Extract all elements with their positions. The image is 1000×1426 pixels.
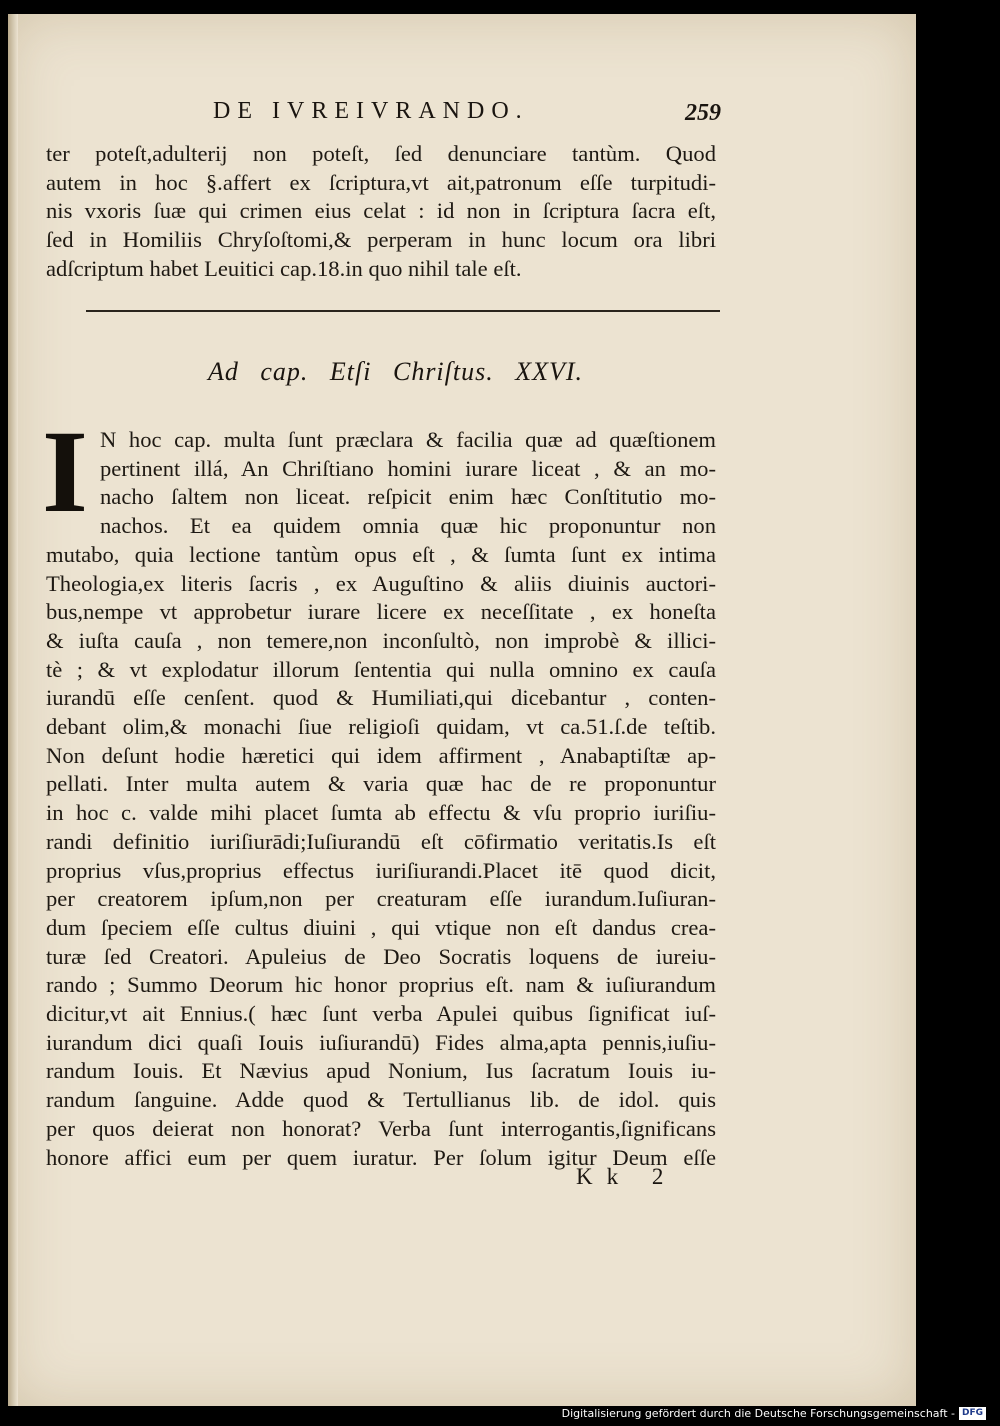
chapter-heading: Ad cap. Etſi Chriſtus. XXVI. <box>208 357 584 386</box>
text-line: proprius vſus,proprius effectus iuriſiurandi.Placet itē quod dicit, <box>46 857 716 883</box>
main-paragraph <box>46 426 716 1172</box>
text-line: Theologia,ex literis ſacris , ex Auguſtino & aliis diuinis auctori- <box>46 570 716 596</box>
text-line: randi definitio iuriſiurādi;Iuſiurandū eſt cōfirmatio veritatis.Is eſt <box>46 828 716 854</box>
running-title: DE IVREIVRANDO. <box>213 98 529 124</box>
text-line: dum ſpeciem eſſe cultus diuini , qui vtique non eſt dandus crea- <box>46 914 716 940</box>
text-line: pertinent illá, An Chriſtiano homini iurare liceat , & an mo- <box>100 455 716 481</box>
drop-cap-initial: I <box>42 406 88 537</box>
text-line: nis vxoris ſuæ qui crimen eius celat : id non in ſcriptura ſacra eſt, <box>46 198 716 224</box>
text-line: turæ ſed Creatori. Apuleius de Deo Socratis loquens de iureiu- <box>46 943 716 969</box>
dfg-logo: DFG <box>959 1407 986 1420</box>
text-line: dicitur,vt ait Ennius.( hæc ſunt verba Apulei quibus ſignificat iuſ- <box>46 1001 716 1027</box>
text-line: randum ſanguine. Adde quod & Tertullianus lib. de idol. quis <box>46 1087 716 1113</box>
text-line: ter poteſt,adulterij non poteſt, ſed denunciare tantùm. Quod <box>46 141 716 166</box>
text-line: honore affici eum per quem iuratur. Per ſolum igitur Deum eſſe <box>46 1144 716 1170</box>
text-line: adſcriptum habet Leuitici cap.18.in quo nihil tale eſt. <box>46 255 522 281</box>
text-line: in hoc c. valde mihi placet ſumta ab effectu & vſu proprio iuriſiu- <box>46 800 716 826</box>
text-line: bus,nempe vt approbetur iurare licere ex neceſſitate , ex honeſta <box>46 599 716 625</box>
text-line: per quos deierat non honorat? Verba ſunt interrogantis,ſignificans <box>46 1115 716 1141</box>
text-line: debant olim,& monachi ſiue religioſi quidam, vt ca.51.ſ.de teſtib. <box>46 714 716 740</box>
book-page <box>8 14 916 1406</box>
section-divider <box>86 310 720 312</box>
text-line: iurandum dici quaſi Iouis iuſiurandū) Fides alma,apta pennis,iuſiu- <box>46 1029 716 1055</box>
top-paragraph <box>46 140 716 284</box>
text-line: nachos. Et ea quidem omnia quæ hic proponuntur non <box>100 513 716 539</box>
text-line: & iuſta cauſa , non temere,non inconſultò, non improbè & illici- <box>46 627 716 653</box>
text-line: Non deſunt hodie hæretici qui idem affirment , Anabaptiſtæ ap- <box>46 742 716 768</box>
digitization-credit <box>562 1407 986 1420</box>
text-line: mutabo, quia lectione tantùm opus eſt , & ſumta ſunt ex intima <box>46 541 716 567</box>
text-line: rando ; Summo Deorum hic honor proprius eſt. nam & iuſiurandum <box>46 972 716 998</box>
text-line: randum Iouis. Et Nævius apud Nonium, Ius ſacratum Iouis iu- <box>46 1058 716 1084</box>
text-line: nacho ſaltem non liceat. reſpicit enim hæc Conſtitutio mo- <box>100 484 716 510</box>
page-number: 259 <box>685 100 721 126</box>
text-line: ſed in Homiliis Chryſoſtomi,& perperam in hunc locum ora libri <box>46 227 716 253</box>
text-line: iurandū eſſe cenſent. quod & Humiliati,qui dicebantur , conten- <box>46 685 716 711</box>
page-edge-shadow <box>8 14 18 1406</box>
text-line: pellati. Inter multa autem & varia quæ hac de re proponuntur <box>46 771 716 797</box>
credit-text: Digitalisierung gefördert durch die Deutsche Forschungsgemeinschaft - <box>561 1407 955 1420</box>
text-line: tè ; & vt explodatur illorum ſententia qui nulla omnino ex cauſa <box>46 656 716 682</box>
text-line: per creatorem ipſum,non per creaturam eſſe iurandum.Iuſiuran- <box>46 886 716 912</box>
text-line: autem in hoc §.affert ex ſcriptura,vt ait,patronum eſſe turpitudi- <box>46 169 716 195</box>
catchword-signature: Kk 2 <box>576 1164 678 1189</box>
text-line: N hoc cap. multa ſunt præclara & facilia quæ ad quæſtionem <box>100 427 716 452</box>
